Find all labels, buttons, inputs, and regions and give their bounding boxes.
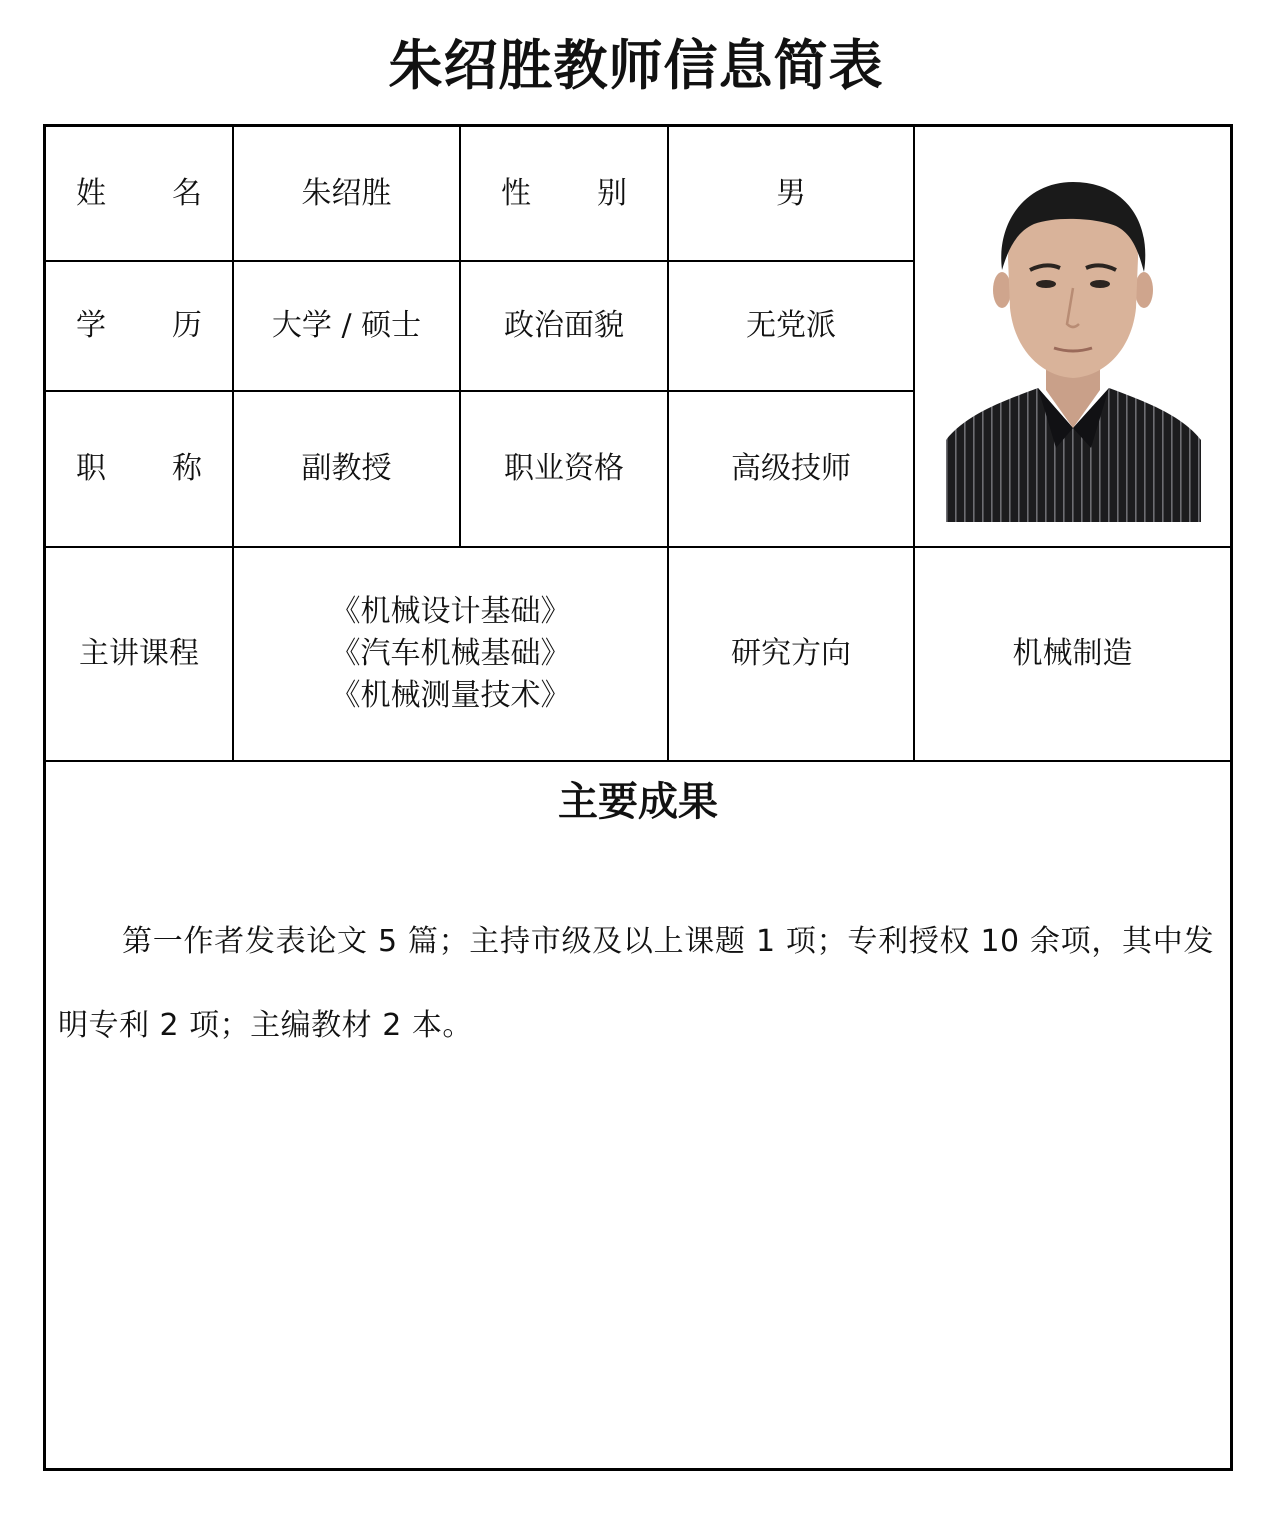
name-label [46,127,232,260]
title-label [46,392,232,546]
title-label-char-2: 称 [172,451,202,486]
achievements-text: 第一作者发表论文 5 篇；主持市级及以上课题 1 项；专利授权 10 余项，其中发明专利 2 项；主编教材 2 本。 [58,924,1214,1043]
name-value: 朱绍胜 [301,175,392,211]
achievements-heading: 主要成果 [558,778,718,825]
page-title: 朱绍胜教师信息简表 [388,34,884,97]
course-item: 《机械测量技术》 [330,678,571,713]
title-value: 副教授 [301,451,392,486]
political-value: 无党派 [746,308,836,343]
research-label: 研究方向 [731,636,851,671]
research-value: 机械制造 [1012,636,1133,671]
education-label-char-2: 历 [172,308,202,343]
gender-label-char-1: 性 [501,175,531,211]
education-label [46,262,232,390]
course-item: 《汽车机械基础》 [330,636,571,671]
qualification-label: 职业资格 [504,451,624,486]
gender-label [461,127,667,260]
gender-label-char-2: 别 [597,175,627,211]
course-item: 《机械设计基础》 [330,594,571,629]
political-label: 政治面貌 [504,308,624,343]
portrait-photo-icon [946,178,1201,522]
courses-value [234,548,667,760]
gender-value: 男 [776,175,806,211]
name-label-char-2: 名 [172,175,202,211]
row-divider [46,760,1230,762]
education-value: 大学 / 硕士 [271,308,422,343]
education-label-char-1: 学 [76,308,106,343]
qualification-value: 高级技师 [731,451,851,486]
name-label-char-1: 姓 [76,175,106,211]
title-label-char-1: 职 [76,451,106,486]
courses-label: 主讲课程 [79,636,199,671]
